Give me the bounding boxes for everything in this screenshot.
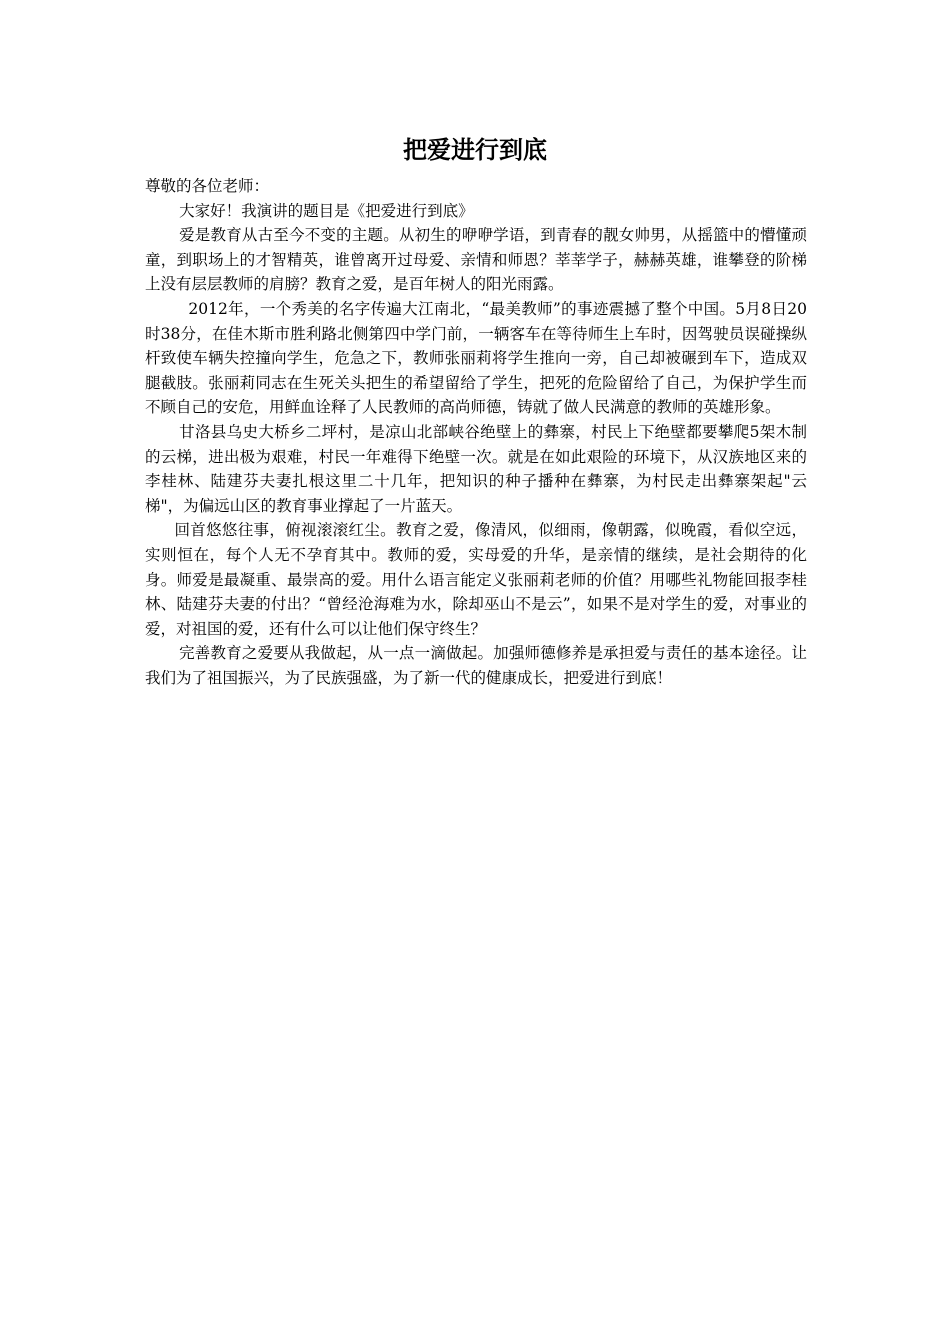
salutation: 尊敬的各位老师： (145, 177, 270, 195)
document-body (145, 174, 807, 690)
paragraph-greeting: 大家好！我演讲的题目是《把爱进行到底》 (179, 201, 474, 220)
paragraph-zhang-lili: 2012年，一个秀美的名字传遍大江南北，“最美教师”的事迹震撼了整个中国。5月8日20时38分，在佳木斯市胜利路北侧第四中学门前，一辆客车在等待师生上车时，因驾驶员误碰操纵杆致使车辆失控撞向学生，危急之下，教师张丽莉将学生推向一旁，自己却被碾到车下，造成双腿截肢。张丽莉同志在生死关头把生的希望留给了学生，把死的危险留给了自己，为保护学生而不顾自己的安危，用鲜血诠释了人民教师的高尚师德，铸就了做人民满意的教师的英雄形象。 (145, 299, 807, 417)
paragraph-conclusion: 完善教育之爱要从我做起，从一点一滴做起。加强师德修养是承担爱与责任的基本途径。让我们为了祖国振兴，为了民族强盛，为了新一代的健康成长，把爱进行到底！ (145, 644, 807, 687)
paragraph-theme: 爱是教育从古至今不变的主题。从初生的咿咿学语，到青春的靓女帅男，从摇篮中的懵懂顽童，到职场上的才智精英，谁曾离开过母爱、亲情和师恩？莘莘学子，赫赫英雄，谁攀登的阶梯上没有层层教师的肩膀？教育之爱，是百年树人的阳光雨露。 (145, 226, 807, 294)
paragraph-yi-village: 甘洛县乌史大桥乡二坪村，是凉山北部峡谷绝壁上的彝寨，村民上下绝壁都要攀爬5架木制的云梯，进出极为艰难，村民一年难得下绝壁一次。就是在如此艰险的环境下，从汉族地区来的李桂林、陆建芬夫妻扎根这里二十几年，把知识的种子播种在彝寨，为村民走出彝寨架起"云梯"，为偏远山区的教育事业撑起了一片蓝天。 (145, 422, 807, 515)
paragraph-reflection: 回首悠悠往事，俯视滚滚红尘。教育之爱，像清风，似细雨，像朝露，似晚霞，看似空远，实则恒在，每个人无不孕育其中。教师的爱，实母爱的升华，是亲情的继续，是社会期待的化身。师爱是最凝重、最崇高的爱。用什么语言能定义张丽莉老师的价值？用哪些礼物能回报李桂林、陆建芬夫妻的付出？“曾经沧海难为水，除却巫山不是云”，如果不是对学生的爱，对事业的爱，对祖国的爱，还有什么可以让他们保守终生？ (145, 521, 807, 638)
document-title: 把爱进行到底 (403, 136, 547, 164)
